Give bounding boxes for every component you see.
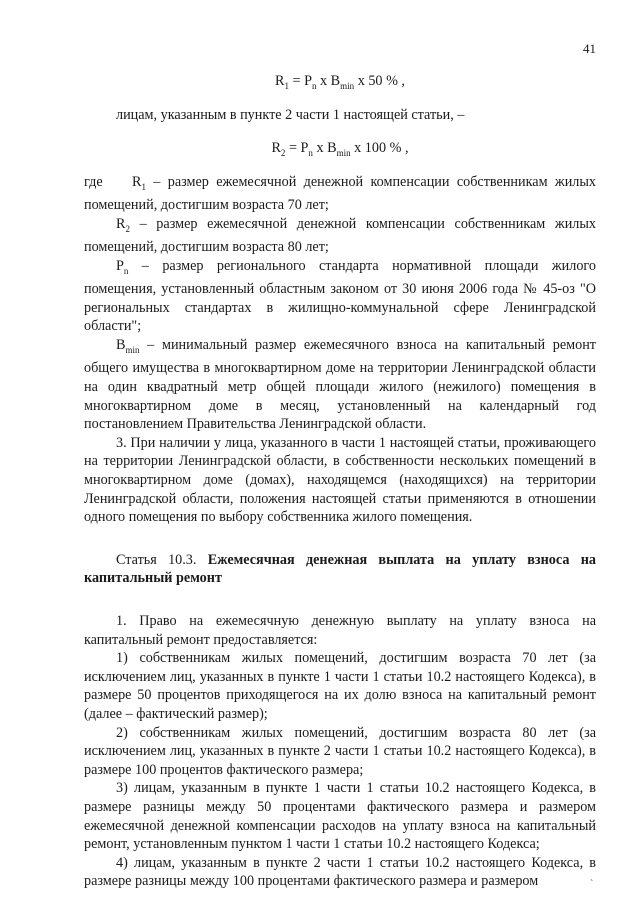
definition-r1: где $R_1$ – размер ежемесячной денежной компенсации собственникам жилых помещений, достигшим возраста 70 лет; [84, 173, 597, 214]
article-number: Статья 10.3. [116, 551, 197, 568]
article-heading [84, 551, 596, 588]
article-title: Ежемесячная денежная выплата на уплату взноса на капитальный ремонт [84, 551, 596, 587]
article-item-1: 1) собственникам жилых помещений, достигшим возраста 70 лет (за исключением лиц, указанных в пункте 1 части 1 статьи 10.2 настоящего Кодекса), в размере 50 процентов приходящегося на их долю взноса на капитальный ремонт (далее – фактический размер); [84, 650, 596, 722]
article-item-3: 3) лицам, указанным в пункте 1 части 1 статьи 10.2 настоящего Кодекса, в размере разницы между 50 процентами фактического размера и размером ежемесячной денежной компенсации расходов на уплату взноса на капитальный ремонт, установленным пунктом 1 части 1 статьи 10.2 настоящего Кодекса; [84, 780, 596, 853]
document-body [84, 72, 596, 891]
definition-r2: $R_2$ – размер ежемесячной денежной компенсации собственникам жилых помещений, достигшим возраста 80 лет; [84, 215, 596, 256]
definition-pn: $P_n$ – размер регионального стандарта нормативной площади жилого помещения, установленный областным законом от 30 июня 2006 года № 45-оз "О региональных стандартах в жилищно-коммунальной сфере Ленинградской области"; [84, 257, 596, 335]
article-item-2: 2) собственникам жилых помещений, достигшим возраста 80 лет (за исключением лиц, указанных в пункте 2 части 1 статьи 10.2 настоящего Кодекса), в размере 100 процентов фактического размера; [84, 724, 596, 778]
formula-r1: $R_1 = P_n$ x $B_{min}$ x 50 % , [275, 73, 405, 91]
page-number: 41 [583, 41, 596, 56]
paragraph-3: 3. При наличии у лица, указанного в части 1 настоящей статьи, проживающего на территории Ленинградской области, в собственности нескольких помещений в многоквартирном доме (домах), находящемся (находящихся) на территории Ленинградской области, положения настоящей статьи применяются в отношении одного помещения по выбору собственника жилого помещения. [84, 434, 596, 526]
formula-r2: $R_2 = P_n$ x $B_{min}$ x 100 % , [271, 140, 409, 159]
intro-line: лицам, указанным в пункте 2 части 1 настоящей статьи, – [116, 106, 465, 123]
article-item-4: 4) лицам, указанным в пункте 2 части 1 статьи 10.2 настоящего Кодекса, в размере разницы между 100 процентами фактического размера и размером [84, 854, 596, 890]
corner-mark: ` [590, 879, 594, 890]
article-item-intro: 1. Право на ежемесячную денежную выплату на уплату взноса на капитальный ремонт предоставляется: [84, 612, 596, 648]
definition-bmin: $B_{min}$ – минимальный размер ежемесячного взноса на капитальный ремонт общего имущества в многоквартирном доме на территории Ленинградской области на один квадратный метр общей площади жилого (нежилого) помещения в многоквартирном доме в месяц, установленный на календарный год постановлением Правительства Ленинградской области. [84, 337, 596, 433]
